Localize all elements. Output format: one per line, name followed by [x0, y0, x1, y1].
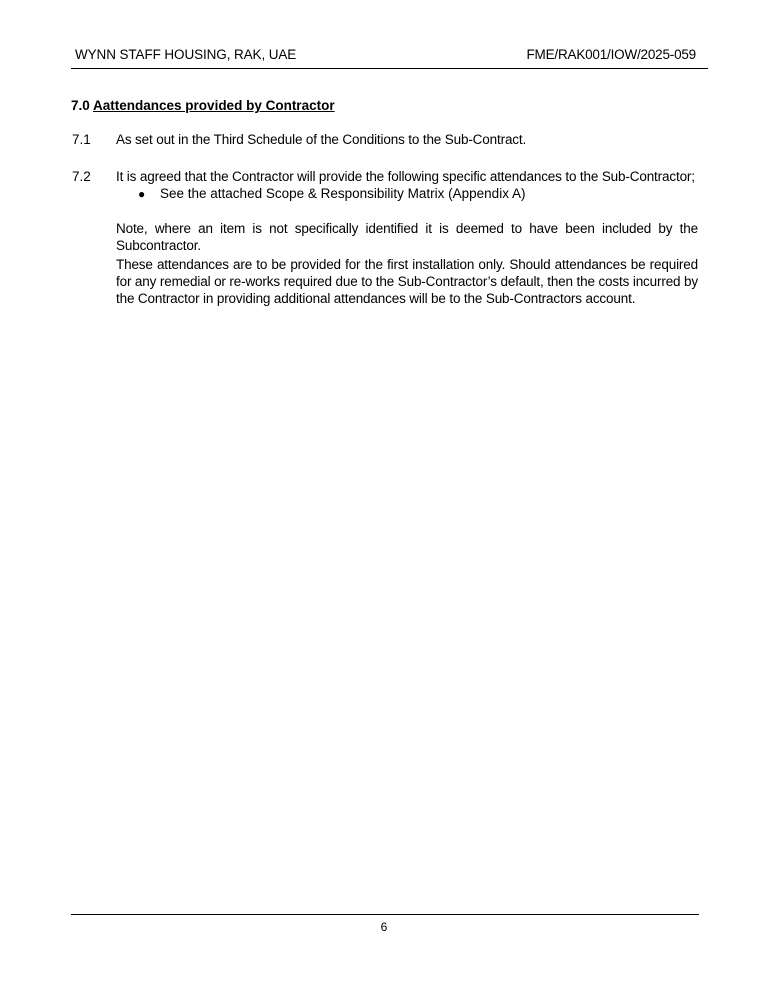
section-title: Aattendances provided by Contractor — [93, 98, 335, 113]
bullet-item — [138, 186, 525, 201]
footer-divider — [71, 914, 699, 915]
clause-number: 7.2 — [72, 169, 91, 184]
clause-text: As set out in the Third Schedule of the Conditions to the Sub-Contract. — [116, 132, 527, 147]
clause-text: It is agreed that the Contractor will provide the following specific attendances to the Sub-Contractor; — [116, 169, 695, 184]
header-project-name: WYNN STAFF HOUSING, RAK, UAE — [75, 47, 297, 62]
page-header — [71, 44, 708, 69]
section-number: 7.0 — [71, 98, 90, 113]
page-number: 6 — [380, 920, 388, 934]
section-heading — [71, 98, 335, 113]
clause-number: 7.1 — [72, 132, 91, 147]
attendance-conditions-paragraph: These attendances are to be provided for the first installation only. Should attendances be required for any remedial or re-works required due to the Sub-Contractor’s default, then the costs incurred by the Contractor in providing additional attendances will be to the Sub-Contractors account. — [116, 257, 698, 306]
header-document-reference: FME/RAK001/IOW/2025-059 — [526, 47, 696, 62]
bullet-icon: ● — [138, 187, 146, 201]
bullet-text: See the attached Scope & Responsibility Matrix (Appendix A) — [160, 186, 526, 201]
note-paragraph: Note, where an item is not specifically identified it is deemed to have been included by the Subcontractor. — [116, 221, 698, 253]
